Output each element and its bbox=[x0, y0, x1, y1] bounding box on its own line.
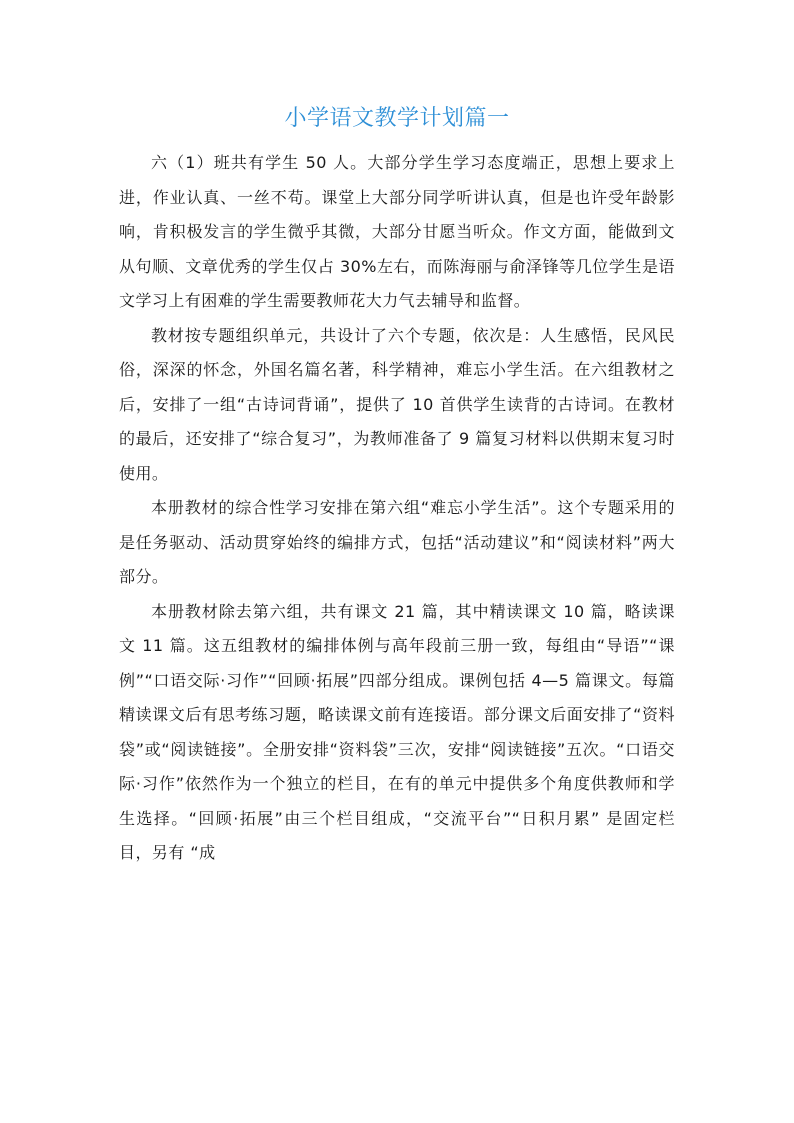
paragraph-class-overview: 六（1）班共有学生 50 人。大部分学生学习态度端正，思想上要求上进，作业认真、一丝不苟。课堂上大部分同学听讲认真，但是也许受年龄影响，肯积极发言的学生微乎其微，大部分甘愿当听众。作文方面，能做到文从句顺、文章优秀的学生仅占 30%左右，而陈海丽与俞泽锋等几位学生是语文学习上有困难的学生需要教师花大力气去辅导和监督。 bbox=[119, 153, 675, 310]
document-body bbox=[119, 146, 675, 871]
paragraph-lesson-structure: 本册教材除去第六组，共有课文 21 篇，其中精读课文 10 篇，略读课文 11 篇。这五组教材的编排体例与高年段前三册一致，每组由“导语”“课例”“口语交际·习作”“回顾·拓展”四部分组成。课例包括 4—5 篇课文。每篇精读课文后有思考练习题，略读课文前有连接语。部分课文后面安排了“资料袋”或“阅读链接”。全册安排“资料袋”三次，安排“阅读链接”五次。“口语交际·习作”依然作为一个独立的栏目，在有的单元中提供多个角度供教师和学生选择。“回顾·拓展”由三个栏目组成，“交流平台”“日积月累” 是固定栏目，另有 “成 bbox=[119, 601, 675, 862]
paragraph-comprehensive-learning: 本册教材的综合性学习安排在第六组“难忘小学生活”。这个专题采用的是任务驱动、活动贯穿始终的编排方式，包括“活动建议”和“阅读材料”两大部分。 bbox=[119, 498, 675, 586]
paragraph-textbook-units: 教材按专题组织单元，共设计了六个专题，依次是：人生感悟，民风民俗，深深的怀念，外国名篇名著，科学精神，难忘小学生活。在六组教材之后，安排了一组“古诗词背诵”，提供了 10 首供学生读背的古诗词。在教材的最后，还安排了“综合复习”，为教师准备了 9 篇复习材料以供期末复习时使用。 bbox=[119, 325, 675, 483]
document-title: 小学语文教学计划篇一 bbox=[284, 106, 510, 131]
